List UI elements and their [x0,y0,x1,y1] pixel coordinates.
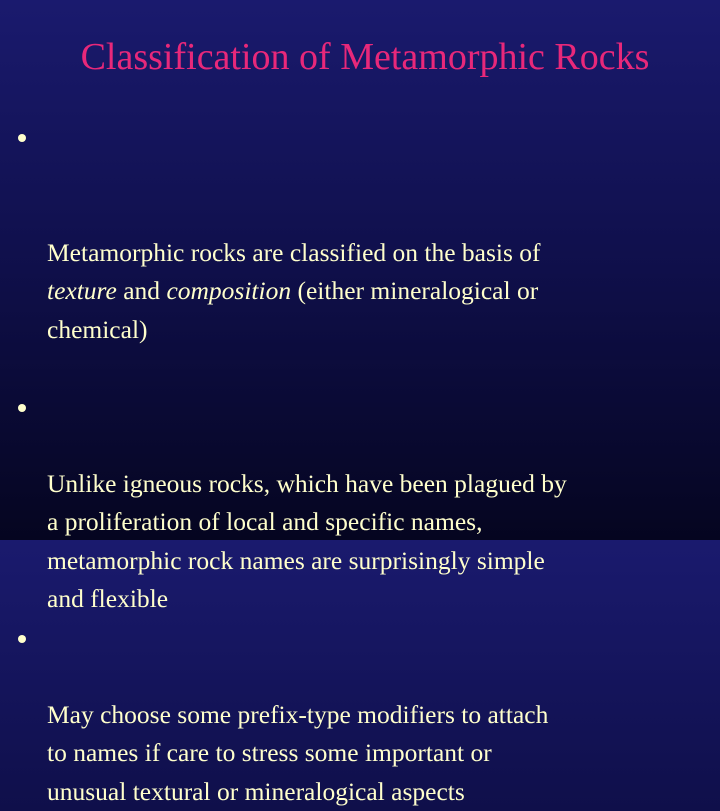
bullet-text-3: May choose some prefix-type modifiers to attach to names if care to stress some important or unusual textural or mineralogical aspects [47,700,548,806]
bullet-item-2 [18,388,708,619]
bullet-1-part-5: (either mineralogical or chemical) [47,276,538,344]
bullet-1-part-2: texture [47,276,117,305]
bullet-dot-icon [18,635,26,643]
slide-title: Classification of Metamorphic Rocks [0,30,720,84]
bullet-1-part-1: Metamorphic rocks are classified on the basis of [47,238,541,267]
bullet-1-part-3: and [117,276,167,305]
bullet-item-3 [18,619,708,811]
bullet-text-2: Unlike igneous rocks, which have been plagued by a proliferation of local and specific names, metamorphic rock names are surprisingly simple and flexible [47,469,567,614]
bullet-dot-icon [18,404,26,412]
bullet-item-1 [18,118,708,388]
bullet-list [18,118,708,811]
bullet-dot-icon [18,134,26,142]
bullet-text-1 [47,238,541,344]
bullet-1-part-4: composition [166,276,291,305]
